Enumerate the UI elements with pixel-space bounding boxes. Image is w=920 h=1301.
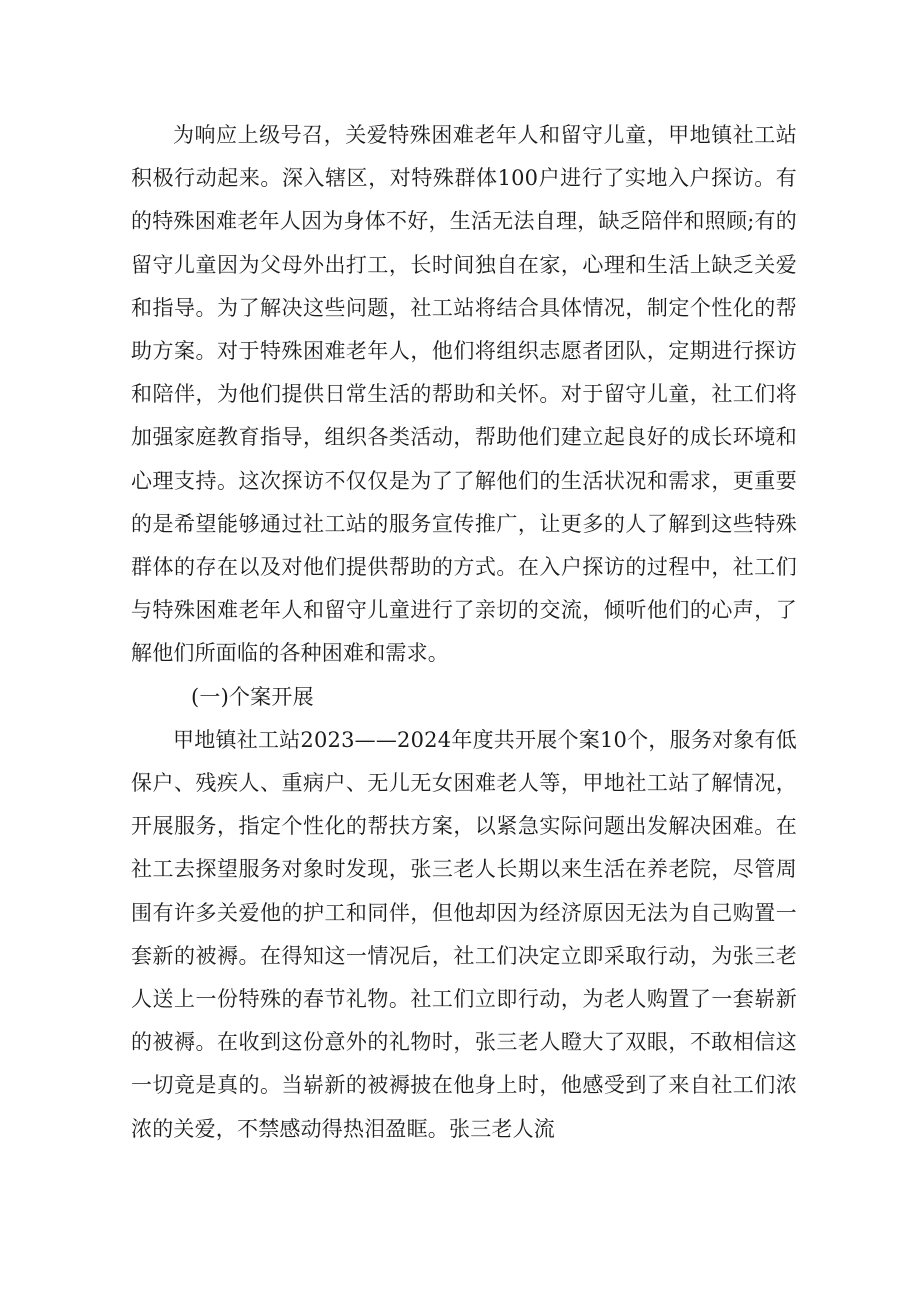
paragraph-visit-overview: 为响应上级号召，关爱特殊困难老年人和留守儿童，甲地镇社工站积极行动起来。深入辖区，对特殊群体100户进行了实地入户探访。有的特殊困难老年人因为身体不好，生活无法自理，缺乏陪伴和照顾;有的留守儿童因为父母外出打工，长时间独自在家，心理和生活上缺乏关爱和指导。为了解决这些问题，社工站将结合具体情况，制定个性化的帮助方案。对于特殊困难老年人，他们将组织志愿者团队，定期进行探访和陪伴，为他们提供日常生活的帮助和关怀。对于留守儿童，社工们将加强家庭教育指导，组织各类活动，帮助他们建立起良好的成长环境和心理支持。这次探访不仅仅是为了了解他们的生活状况和需求，更重要的是希望能够通过社工站的服务宣传推广，让更多的人了解到这些特殊群体的存在以及对他们提供帮助的方式。在入户探访的过程中，社工们与特殊困难老年人和留守儿童进行了亲切的交流，倾听他们的心声，了解他们所面临的各种困难和需求。 xyxy=(131,123,797,666)
paragraph-case-work: 甲地镇社工站2023——2024年度共开展个案10个，服务对象有低保户、残疾人、重病户、无儿无女困难老人等，甲地社工站了解情况，开展服务，指定个性化的帮扶方案，以紧急实际问题出发解决困难。在社工去探望服务对象时发现，张三老人长期以来生活在养老院，尽管周围有许多关爱他的护工和同伴，但他却因为经济原因无法为自己购置一套新的被褥。在得知这一情况后，社工们决定立即采取行动，为张三老人送上一份特殊的春节礼物。社工们立即行动，为老人购置了一套崭新的被褥。在收到这份意外的礼物时，张三老人瞪大了双眼，不敢相信这一切竟是真的。当崭新的被褥披在他身上时，他感受到了来自社工们浓浓的关爱，不禁感动得热泪盈眶。张三老人流 xyxy=(131,727,797,1141)
document-body xyxy=(131,114,797,1151)
section-heading-case-work: (一)个案开展 xyxy=(191,684,314,709)
